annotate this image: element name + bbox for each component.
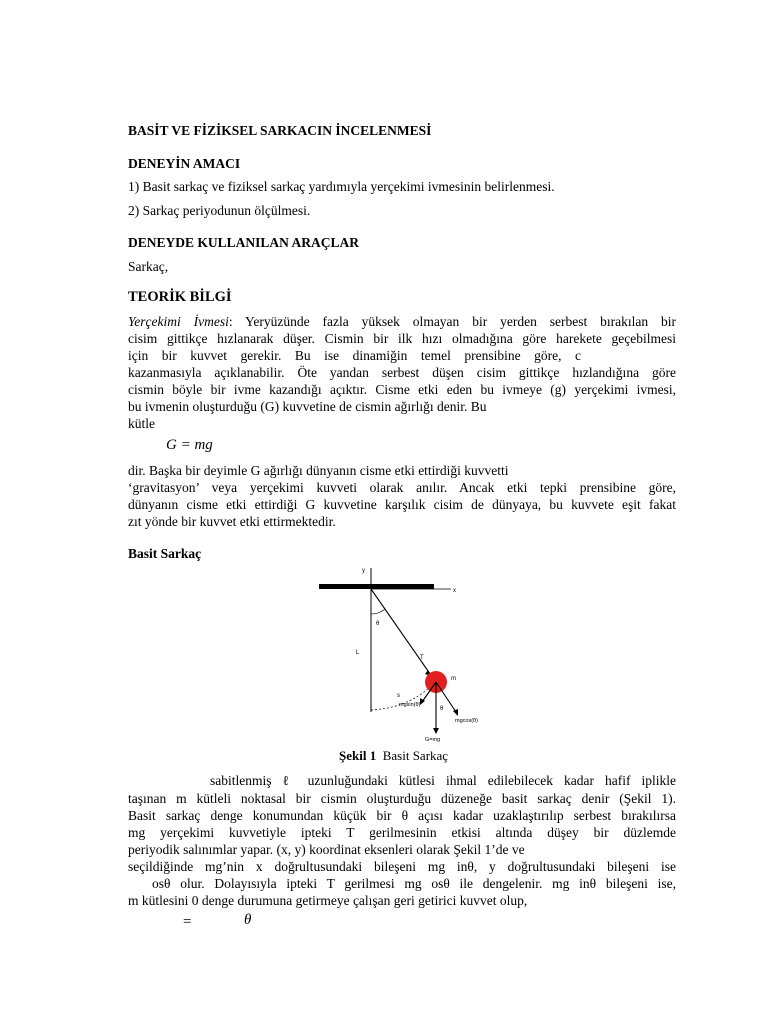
pendulum-figure <box>313 562 493 742</box>
x-axis-label: x <box>453 588 456 594</box>
theory-heading: TEORİK BİLGİ <box>128 289 232 305</box>
theory-line: dir. Başka bir deyimle G ağırlığı dünyanın cisme etki ettirdiği kuvvetti <box>128 463 509 478</box>
mass-label: m <box>451 676 456 682</box>
simple-line: periyodik salınımlar yapar. (x, y) koordinat eksenleri olarak Şekil 1’de ve <box>128 842 525 857</box>
simple-line: osθ olur. Dolayısıyla ipteki T gerilmesi mg osθ ile dengelenir. mg inθ bileşeni ise, <box>152 876 676 891</box>
theory-line: kazanmasıyla açıklanabilir. Öte yandan serbest düşen cisim gittikçe hızlandığına göre <box>128 365 676 380</box>
simple-line: mg yerçekimi kuvvetiyle ipteki T gerilmesinin etkisi altında düşey bir düzlemde <box>128 825 676 840</box>
mgcos-label: mgcos(θ) <box>455 718 478 724</box>
theory-line: için bir kuvvet gerekir. Bu ise dinamiğin temel prensibine göre, c <box>128 348 581 363</box>
theory-line: bu ivmenin oluşturduğu (G) kuvvetine de cismin ağırlığı denir. Bu <box>128 399 487 414</box>
pendulum-string <box>371 589 435 681</box>
simple-line: taşınan m kütleli noktasal bir cismin oluşturduğu düzeneğe basit sarkaç denir (Şekil 1). <box>128 791 676 806</box>
theory-line: cisim gittikçe hızlanarak düşer. Cismin bir ilk hızı olmadığına göre harekete geçebilmesi <box>128 331 676 346</box>
length-label: L <box>356 650 360 656</box>
theory-line: kütle <box>128 416 155 431</box>
theory-line: cismin böyle bir ivme kazandığı açıktır. Cisme etki eden bu ivmeye (g) yerçekimi ivmesi, <box>128 382 676 397</box>
simple-line: m kütlesini 0 denge durumuna getirmeye çalışan geri getirici kuvvet olup, <box>128 893 528 908</box>
arc-length-label: s <box>397 693 400 699</box>
tension-label: T <box>420 655 424 661</box>
ceiling-support <box>319 584 434 589</box>
angle-arc <box>371 609 385 614</box>
document-title: BASİT VE FİZİKSEL SARKACIN İNCELENMESİ <box>128 123 432 138</box>
aim-item: 2) Sarkaç periyodunun ölçülmesi. <box>128 203 311 218</box>
theory-term: Yerçekimi İvmesi <box>128 314 229 329</box>
theory-line: Yerçekimi İvmesi: Yeryüzünde fazla yüksek olmayan bir yerden serbest bırakılan bir <box>128 314 676 329</box>
mgcos-arrow <box>453 709 458 716</box>
restoring-force-equals: = <box>183 914 192 930</box>
theory-line: ‘gravitasyon’ veya yerçekimi kuvveti olarak anılır. Ancak etki tepki prensibine göre, <box>128 480 676 495</box>
simple-line: sabitlenmiş ℓ uzunluğundaki kütlesi ihmal edilebilecek kadar hafif iplikle <box>210 773 676 788</box>
aim-heading: DENEYİN AMACI <box>128 156 241 171</box>
simple-line: seçildiğinde mg’nin x doğrultusundaki bileşeni mg inθ, y doğrultusundaki bileşeni ise <box>128 859 676 874</box>
weight-label: G=mg <box>425 737 441 742</box>
angle-label: θ <box>376 621 380 627</box>
restoring-force-theta: θ <box>244 912 252 928</box>
tools-heading: DENEYDE KULLANILAN ARAÇLAR <box>128 235 360 250</box>
simple-pendulum-heading: Basit Sarkaç <box>128 546 202 561</box>
mgsin-label: mgsin(θ) <box>399 702 421 708</box>
tools-text: Sarkaç, <box>128 259 169 274</box>
simple-line: Basit sarkaç denge konumundan küçük bir θ açısı kadar uzaklaştırılıp serbest bırakılırsa <box>128 808 676 823</box>
aim-item: 1) Basit sarkaç ve fiziksel sarkaç yardımıyla yerçekimi ivmesinin belirlenmesi. <box>128 179 555 194</box>
gravity-arrow <box>433 728 439 734</box>
weight-equation: G = mg <box>166 437 213 453</box>
theory-line: dünyanın cisme etki ettirdiği G kuvvetine karşılık cisim de dünyaya, bu kuvvete eşit fakat <box>128 497 676 512</box>
angle-label-2: θ <box>440 706 444 712</box>
theory-line: zıt yönde bir kuvvet etki ettirmektedir. <box>128 514 336 529</box>
figure-caption: Şekil 1 Basit Sarkaç <box>339 748 449 763</box>
y-axis-label: y <box>362 568 365 574</box>
